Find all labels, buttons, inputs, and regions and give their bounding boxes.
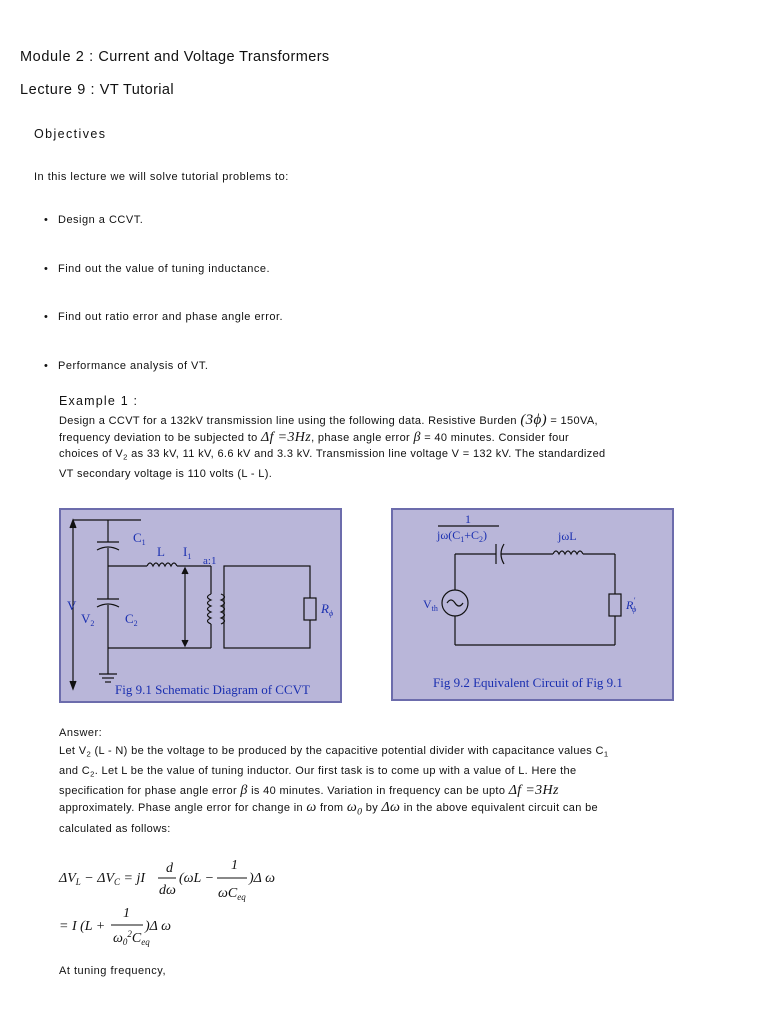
objective-item: • Performance analysis of VT. bbox=[44, 360, 209, 372]
svg-text:ΔVL − ΔVC = jI: $\Delta V_L - \Delta V_C$ = jI bbox=[59, 871, 146, 887]
figure-equivalent-circuit bbox=[391, 508, 674, 701]
svg-text:= I (L +: = I (L + bbox=[59, 919, 106, 934]
rphi-label: $R_\phi$ bbox=[321, 601, 334, 618]
svg-text:ω02Ceq: $\omega_0^2C_{eq}$ bbox=[113, 929, 150, 947]
c1-label: $C_1$ bbox=[133, 530, 146, 547]
equivalent-circuit-diagram bbox=[393, 510, 672, 699]
figure-ccvt-schematic bbox=[59, 508, 342, 703]
svg-text:)Δ ω: )Δ ω bbox=[249, 871, 276, 886]
lecture-label: Lecture 9 : bbox=[20, 82, 96, 98]
fig1-caption: Fig 9.1 Schematic Diagram of CCVT bbox=[115, 682, 310, 697]
lecture-heading bbox=[20, 82, 174, 98]
vth-label: $V_{th}$ bbox=[423, 597, 438, 613]
svg-text:(ωL −: (ωL − bbox=[179, 871, 215, 886]
tuning-frequency-text: At tuning frequency, bbox=[59, 965, 167, 977]
example-paragraph: Design a CCVT for a 132kV transmission line using the following data. Resistive Burden (3ϕ) = 150VA, frequency deviation to be subjected to Δf =3Hz, phase angle error β = 40 minutes. Consider four choices of $V_2$ as 33 kV, 11 kV, 6.6 kV and 3.3 kV. Transmission line voltage V = 132 kV. The standardized VT secondary voltage is 110 volts (L - L). bbox=[59, 412, 606, 481]
example-heading: Example 1 : bbox=[59, 394, 139, 408]
lecture-title: VT Tutorial bbox=[99, 82, 175, 98]
i1-label: $I_1$ bbox=[183, 544, 192, 561]
jwl-label: jωL bbox=[558, 529, 577, 543]
svg-text:1: 1 bbox=[231, 858, 238, 873]
svg-text:dω: dω bbox=[159, 883, 176, 898]
module-heading bbox=[20, 49, 330, 65]
objectives-heading: Objectives bbox=[34, 127, 107, 141]
c2-label: $C_2$ bbox=[125, 611, 138, 628]
phase-error-equation bbox=[55, 852, 315, 950]
module-label: Module 2 : bbox=[20, 49, 94, 65]
objective-item: • Find out ratio error and phase angle error. bbox=[44, 311, 284, 323]
ratio-label: a:1 bbox=[203, 555, 217, 567]
module-title: Current and Voltage Transformers bbox=[98, 49, 330, 65]
answer-heading: Answer: bbox=[59, 727, 103, 739]
answer-paragraph: Let $V_2$ (L - N) be the voltage to be produced by the capacitive potential divider with capacitance values $C_1$ and $C_2$. Let L be the value of tuning inductor. Our first task is to come up with a value of L. Here the specification for phase angle error β is 40 minutes. Variation in frequency can be upto Δf =3Hz approximately. Phase angle error for change in ω from $\omega_0$ by Δω in the above equivalent circuit can be calculated as follows: bbox=[59, 745, 609, 835]
svg-text:1: 1 bbox=[123, 906, 130, 921]
svg-text:)Δ ω: )Δ ω bbox=[145, 919, 172, 934]
v2-label: $V_2$ bbox=[81, 611, 95, 628]
v-label: V bbox=[67, 598, 77, 613]
svg-text:d: d bbox=[166, 861, 173, 876]
objectives-intro: In this lecture we will solve tutorial problems to: bbox=[34, 171, 289, 183]
objective-item: • Design a CCVT. bbox=[44, 214, 144, 226]
svg-text:ωCeq: $\omega C_{eq}$ bbox=[218, 886, 246, 902]
fraction-denominator: $j\omega(C_1+C_2)$ bbox=[437, 528, 488, 544]
l-label: L bbox=[157, 544, 165, 559]
fig2-caption: Fig 9.2 Equivalent Circuit of Fig 9.1 bbox=[433, 675, 623, 690]
rphi-prime-label: R′ ϕ bbox=[626, 596, 637, 614]
ccvt-schematic-diagram bbox=[61, 510, 340, 701]
fraction-numerator: 1 bbox=[465, 512, 471, 526]
objective-item: • Find out the value of tuning inductance. bbox=[44, 263, 271, 275]
